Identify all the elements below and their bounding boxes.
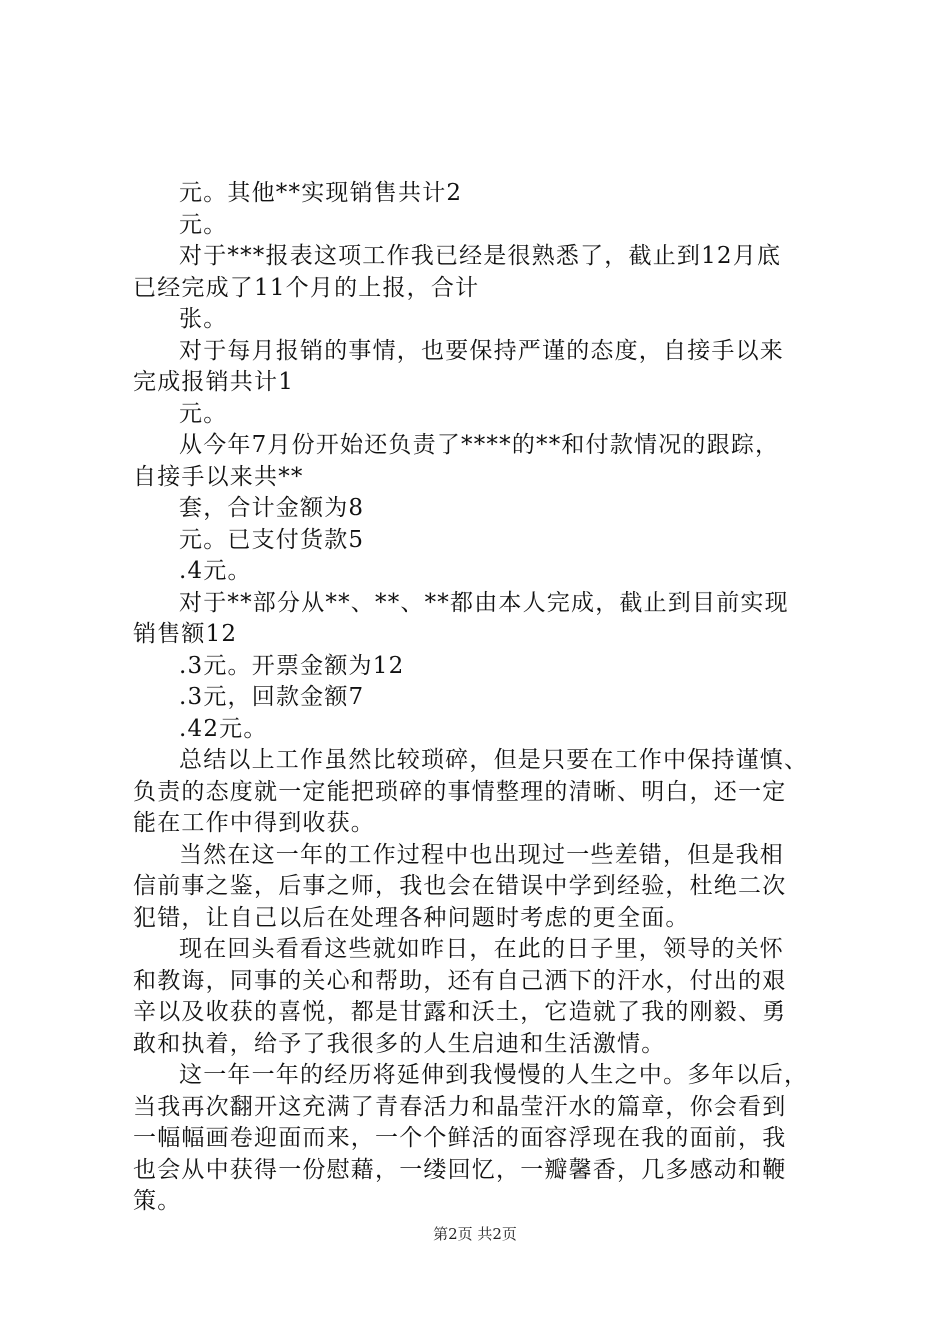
text-line: .4元。 (179, 558, 252, 584)
text-line: 当我再次翻开这充满了青春活力和晶莹汗水的篇章，你会看到 (133, 1093, 787, 1120)
text-line: 总结以上工作虽然比较琐碎，但是只要在工作中保持谨慎、 (179, 747, 809, 773)
text-line: 敢和执着，给予了我很多的人生启迪和生活激情。 (133, 1030, 666, 1057)
text-line: .3元。开票金额为12 (179, 652, 405, 679)
text-line: 犯错，让自己以后在处理各种问题时考虑的更全面。 (133, 904, 690, 931)
text-line: 已经完成了11个月的上报，合计 (133, 274, 480, 301)
text-line: 负责的态度就一定能把琐碎的事情整理的清晰、明白，还一定 (133, 778, 787, 805)
text-line: 张。 (179, 306, 228, 332)
text-line: 元。已支付货款5 (179, 526, 365, 553)
text-line: 自接手以来共** (133, 463, 304, 490)
text-line: 完成报销共计1 (133, 369, 295, 395)
text-line: 当然在这一年的工作过程中也出现过一些差错，但是我相 (179, 841, 784, 868)
text-line: 元。 (179, 211, 228, 238)
text-line: .3元，回款金额7 (179, 684, 365, 710)
text-line: 一幅幅画卷迎面而来，一个个鲜活的面容浮现在我的面前，我 (133, 1125, 787, 1151)
text-line: 信前事之鉴，后事之师，我也会在错误中学到经验，杜绝二次 (133, 873, 787, 899)
text-line: .42元。 (179, 715, 268, 742)
text-line: 和教诲，同事的关心和帮助，还有自己洒下的汗水，付出的艰 (133, 967, 787, 994)
text-line: 策。 (133, 1188, 182, 1214)
text-line: 销售额12 (133, 621, 238, 647)
text-line: 现在回头看看这些就如昨日，在此的日子里，领导的关怀 (179, 936, 784, 962)
text-line: 辛以及收获的喜悦，都是甘露和沃土，它造就了我的刚毅、勇 (133, 999, 787, 1025)
text-line: 从今年7月份开始还负责了****的**和付款情况的跟踪， (179, 432, 780, 458)
body-text (133, 178, 843, 1218)
text-line: 套，合计金额为8 (179, 495, 365, 521)
text-line: 元。 (179, 400, 228, 427)
text-line: 对于***报表这项工作我已经是很熟悉了，截止到12月底 (179, 243, 782, 269)
text-line: 能在工作中得到收获。 (133, 810, 375, 836)
text-line: 对于**部分从**、**、**都由本人完成，截止到目前实现 (179, 589, 789, 616)
text-line: 对于每月报销的事情，也要保持严谨的态度，自接手以来 (179, 337, 784, 364)
page-footer: 第2页 共2页 (433, 1225, 517, 1243)
text-line: 也会从中获得一份慰藉，一缕回忆，一瓣馨香，几多感动和鞭 (133, 1156, 787, 1183)
text-line: 元。其他**实现销售共计2 (179, 180, 463, 206)
text-line: 这一年一年的经历将延伸到我慢慢的人生之中。多年以后， (179, 1062, 809, 1088)
